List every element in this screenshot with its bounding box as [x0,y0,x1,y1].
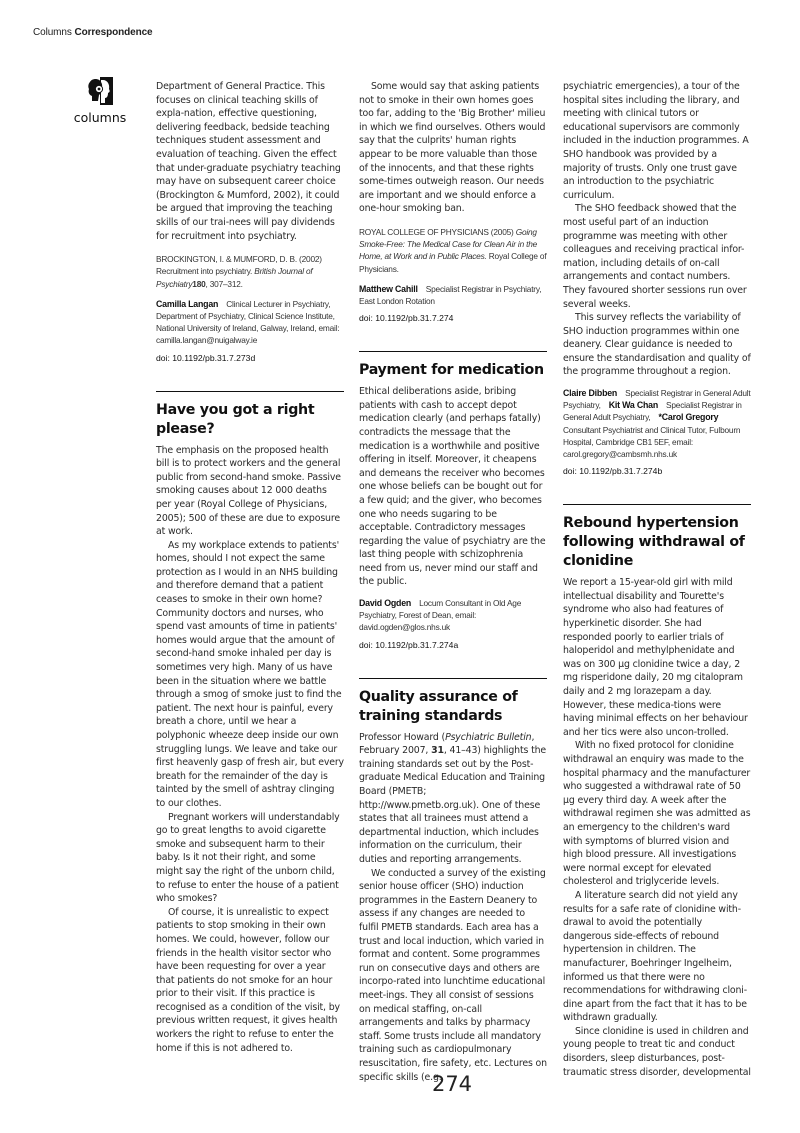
reference-journal: British Journal of Psychiatry [156,266,313,289]
paragraph: Department of General Practice. This focuses on clinical teaching skills of expla-nation, effective questioning, delivering feedback, bedside teaching techniques student assessment and evaluation of teaching. Given the effect that under-graduate psychiatry teaching may have on subsequent career choice (Brockington & Mumford, 2002), it could be argued that improving the teaching skills of our trai-nees will pay dividends for recruitment into psychiatry. [156,81,341,242]
reference-authors: ROYAL COLLEGE OF PHYSICIANS (2005) [359,226,514,237]
reference-authors: BROCKINGTON, I. & MUMFORD, D. B. (2002) [156,254,322,265]
doi-link[interactable]: doi: 10.1192/pb.31.7.274b [563,466,663,477]
column-3 [563,80,751,1079]
author-name: Kit Wa Chan [608,400,659,411]
author-affiliation: Clinical Lecturer in Psychiatry, Department of Psychiatry, Clinical Science Institute, National University of Ireland, Galway, Ireland, email: camilla.langan@nuigalway.ie [156,298,340,346]
paragraph: A literature search did not yield any results for a safe rate of clonidine with-drawal to avoid the potentially dangerous side-effects of rebound hypertension in children. The manufacturer, Boehringer Ingelheim, informed us that there were no recommendations for withdrawing cloni-dine apart from the fact that it has to be withdrawn gradually. [563,889,747,1024]
column-1 [156,80,344,1055]
paragraph: With no fixed protocol for clonidine withdrawal an enquiry was made to the hospital pharmacy and the manufacturer who suggested a withdrawal rate of 50 μg every third day. A week after the withdrawal regimen she was admitted as an emergency to the children's ward with symptoms of blurred vision and high blood pressure. All investigations were normal except for elevated cholesterol and triglyceride levels. [563,740,751,888]
paragraph: Of course, it is unrealistic to expect patients to stop smoking in their own homes. We could, however, follow our friends in the health visitor sector who have been requesting for over a year that patients do not smoke for an hour prior to their visit. If this practice is recognised as a condition of the visit, by previous written request, it gives health workers the right to refuse to enter the home if this is not adhered to. [156,906,340,1054]
paragraph: psychiatric emergencies), a tour of the hospital sites including the library, and meeting with clinical tutors or educational supervisors are commonly included in the induction programmes. A SHO handbook was provided by a majority of trusts. Only one trust gave an introduction to the psychiatric curriculum. [563,81,749,201]
article-title: Have you got a right please? [156,401,315,437]
doi-link[interactable]: doi: 10.1192/pb.31.7.274a [359,639,459,650]
paragraph: Some would say that asking patients not to smoke in their own homes goes too far, adding to the 'Big Brother' milieu in which we find ourselves. Others would say that the culprits' human rights appear to be more valuable than those of the innocents, and that these rights some-times outweigh reason. Our needs are important and we should enforce a one-hour smoking ban. [359,81,546,215]
paragraph: We report a 15-year-old girl with mild intellectual disability and Tourette's syndrome who also had features of hyperkinetic disorder. She had responded poorly to earlier trials of haloperidol and methylphenidate and was on 300 μg clonidine twice a day, 2 mg risperidone daily, 20 mg citalopram daily and 2 mg lorazepam a day. However, these medica-tions were having minimal effects on her behaviour and her tics were also uncon-trolled. [563,577,748,738]
article-title: Payment for medication [359,362,544,379]
paragraph: The emphasis on the proposed health bill is to protect workers and the general public from second-hand smoke. Passive smoking causes about 12 000 deaths per year (Royal College of Physicians, 2005); 500 of these are due to exposure at work. [156,444,341,538]
reference-title: Going Smoke-Free: The Medical Case for Clean Air in the Home, at Work and in Public Places. [359,226,538,262]
paragraph: Pregnant workers will understandably go to great lengths to avoid cigarette smoke and subsequent harm to their baby. Is it not their right, and some might say the right of the unborn child, to refuse to enter the house of a patient who smokes? [156,811,340,905]
paragraph: This survey reflects the variability of SHO induction programmes within one deanery. Clear guidance is needed to ensure the standardisation and quality of the programme throughout a region. [563,312,751,378]
reference-publisher: Royal College of Physicians. [359,251,547,274]
column-2 [359,80,547,1084]
paragraph: The SHO feedback showed that the most useful part of an induction programme was meeting with other colleagues and receiving practical infor-mation, including details of on-call arrangements and contact numbers. They favoured shorter sessions run over several weeks. [563,203,747,310]
author-block [359,597,547,634]
article-title: Quality assurance of training standards [359,688,518,724]
author-affiliation: Specialist Registrar in General Adult Psychiatry, [563,388,751,411]
author-block [156,298,344,347]
section-divider [359,351,547,352]
author-affiliation: Specialist Registrar in Psychiatry, East London Rotation [359,283,542,306]
reference [156,253,344,290]
volume: 31 [431,745,444,757]
page-number: 274 [431,1072,473,1096]
author-affiliation: Locum Consultant in Old Age Psychiatry, Forest of Dean, email: david.ogden@glos.nhs.uk [359,598,522,633]
running-head-title: Correspondence [74,27,153,38]
article-title: Rebound hypertension following withdrawal of clonidine [563,515,745,570]
author-name: Camilla Langan [156,298,219,309]
columns-head-icon [86,76,114,106]
author-name: *Carol Gregory [658,412,719,423]
doi-link[interactable]: doi: 10.1192/pb.31.7.274 [359,313,454,324]
section-divider [563,504,751,505]
author-affiliation: Specialist Registrar in General Adult Psychiatry, [563,400,742,423]
text: Professor Howard ( [359,731,446,743]
reference-title: Recruitment into psychiatry. [156,266,253,277]
text: , February 2007, [359,731,535,757]
reference-pages: , 307–312. [205,278,243,289]
section-divider [156,391,344,392]
paragraph: Ethical deliberations aside, bribing patients with cash to accept depot medication clearly (and perhaps fatally) contradicts the message that the medication is a worthwhile and positive offering in itself. Moreover, it cheapens and demeans the receiver who becomes one whose beliefs can be bought out for a few quid; and the giver, who becomes one who needs sugaring to be acceptable. Contradictory messages regarding the value of psychiatry are the last thing people with schizophrenia need from us, never mind our staff and the public. [359,386,546,588]
author-block [359,283,547,307]
author-affiliation: Consultant Psychiatrist and Clinical Tutor, Fulbourn Hospital, Cambridge CB1 5EF, email: carol.gregory@cambsmh.nhs.uk [563,424,741,460]
paragraph: As my workplace extends to patients' homes, should I not expect the same protection as I would in an NHS building and therefore demand that a patient ceases to smoke in their own home? Community doctors and nurses, who spend vast amounts of time in patients' homes would argue that the amount of second-hand smoke inhaled per day is sometimes very high. Many of us have been in the situation where we battle through a smog of smoke just to find the patient. The next hour is painful, every breath a chore, until we hear a polyphonic wheeze deep inside our own struggling lungs. We leave and take our first heavenly gasp of fresh air, but every breath for the remainder of the day is tainted by the smell of ashtray clinging to our clothes. [156,539,344,809]
columns-logo [72,76,128,125]
paragraph: We conducted a survey of the existing senior house officer (SHO) induction programmes in the Eastern Deanery to assess if any changes are needed to fulfil PMETB standards. Each area has a trust and local induction, which varied in format and content. Some programmes run on consecutive days and others are incorpo-rated into lunchtime educational meet-ings. They all consist of sessions on medical staffing, on-call arrangements and talks by pharmacy staff. Some trusts include all mandatory training such as cardiopulmonary resuscitation, fire safety, etc. Lectures on specific skills (e.g. [359,867,547,1083]
paragraph [359,731,547,867]
reference [359,226,547,275]
text: , 41–43) highlights the training standards set out by the Post-graduate Medical Education and Training Board (PMETB; http://www.pmetb.org.uk). One of these states that all trainees must attend a departmental induction, which includes information on the curriculum, their duties and reporting arrangements. [359,745,547,866]
paragraph: Since clonidine is used in children and young people to treat tic and conduct disorders, sleep disturbances, post-traumatic stress disorder, developmental [563,1025,751,1078]
doi-link[interactable]: doi: 10.1192/pb.31.7.273d [156,352,256,363]
author-block [563,387,751,460]
author-name: Matthew Cahill [359,283,418,294]
reference-volume: 180 [192,278,206,289]
running-head-section: Columns [33,27,72,38]
author-name: Claire Dibben [563,388,618,399]
section-divider [359,678,547,679]
journal-name: Psychiatric Bulletin [445,731,532,743]
author-name: David Ogden [359,598,412,609]
running-head [33,27,153,38]
columns-label: columns [73,110,127,125]
